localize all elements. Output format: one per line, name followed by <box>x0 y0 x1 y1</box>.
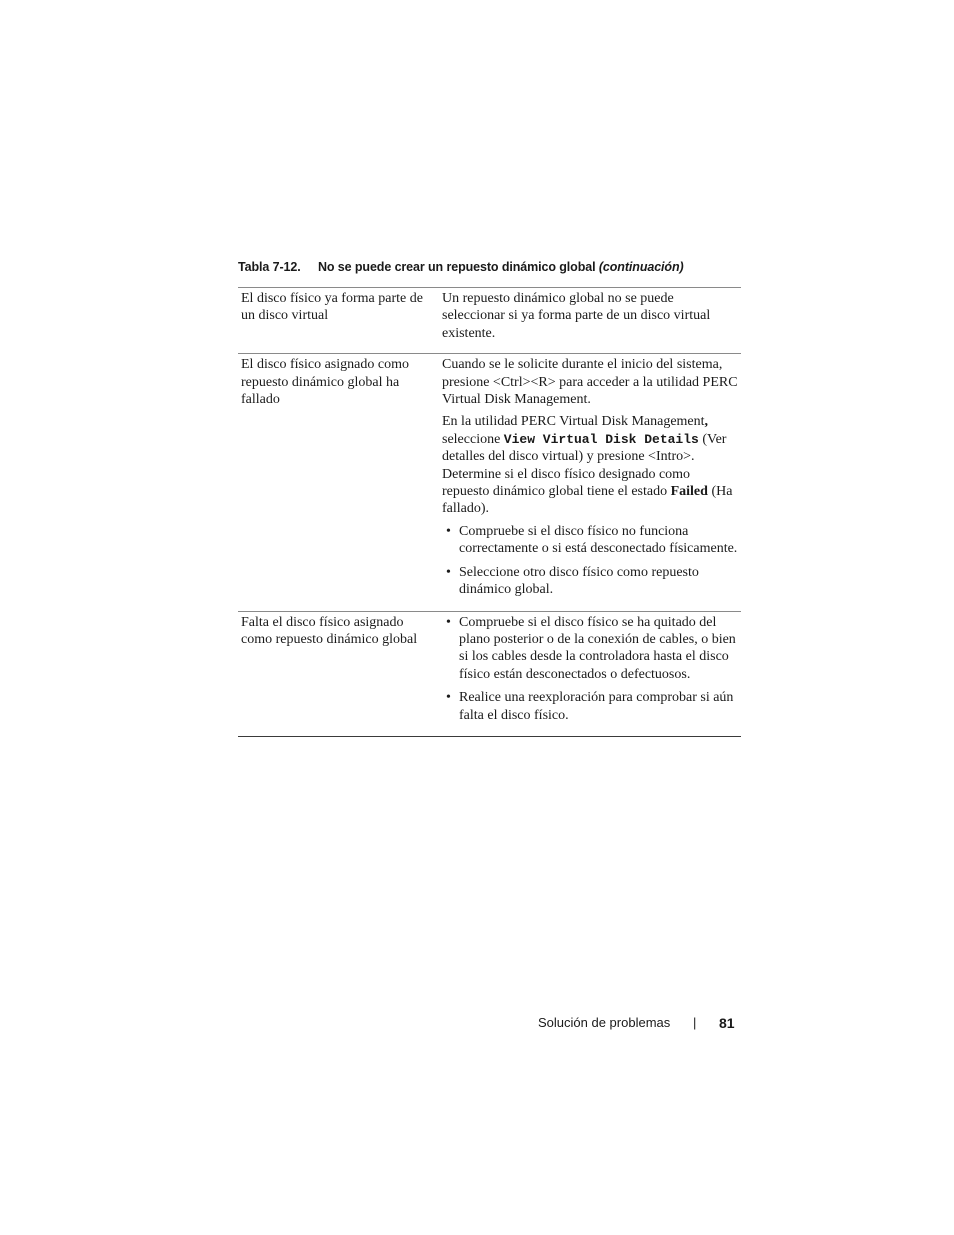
solution-text: Un repuesto dinámico global no se puede seleccionar si ya forma parte de un disco virtual existente. <box>442 291 711 341</box>
bullet-text: Compruebe si el disco físico no funciona correctamente o si está desconectado físicamente. <box>459 523 738 557</box>
problem-cell: El disco físico asignado como repuesto dinámico global ha fallado <box>241 357 409 408</box>
bullet-item <box>442 689 738 724</box>
bullet-text: Realice una reexploración para comprobar si aún falta el disco físico. <box>459 690 734 723</box>
bullet-item <box>442 564 738 599</box>
bullet-icon: • <box>446 564 451 580</box>
page-number: 81 <box>719 1015 735 1031</box>
text-span: (Ver detalles del disco virtual) y presione <Intro>. Determine si el disco físico designado como repuesto dinámico global tiene el estado <box>442 431 727 500</box>
solution-cell <box>436 288 741 354</box>
text-span: , <box>704 414 709 430</box>
text-span: seleccione <box>442 431 504 447</box>
bullet-item <box>442 614 738 684</box>
page-footer <box>538 1015 735 1031</box>
problem-cell: Falta el disco físico asignado como repuesto dinámico global <box>241 614 418 647</box>
text-span: (Ha fallado). <box>442 484 733 517</box>
bullet-icon: • <box>446 614 451 630</box>
table-row <box>238 288 741 354</box>
problem-cell: El disco físico ya forma parte de un disco virtual <box>241 291 423 324</box>
menu-option-code: View Virtual Disk Details <box>503 431 699 447</box>
table-caption <box>238 260 758 274</box>
footer-section-title: Solución de problemas <box>538 1015 671 1030</box>
solution-text: Cuando se le solicite durante el inicio del sistema, presione <Ctrl><R> para acceder a la utilidad PERC Virtual Disk Management. <box>442 357 738 408</box>
text-span: En la utilidad PERC Virtual Disk Management <box>442 414 705 430</box>
solution-cell <box>436 611 741 736</box>
table-continued: (continuación) <box>598 260 684 274</box>
bullet-item <box>442 523 738 558</box>
table-title: No se puede crear un repuesto dinámico global <box>317 260 596 274</box>
bullet-icon: • <box>446 523 451 539</box>
solution-cell <box>436 354 741 611</box>
status-failed: Failed <box>670 484 708 500</box>
solution-text <box>442 413 738 517</box>
table-row <box>238 611 741 736</box>
bullet-icon: • <box>446 690 451 706</box>
bullet-text: Compruebe si el disco físico se ha quitado del plano posterior o de la conexión de cables, o bien si los cables desde la controladora hasta el disco físico están desconectados o defectuosos. <box>459 614 736 682</box>
troubleshooting-table <box>238 287 741 737</box>
table-row <box>238 354 741 611</box>
bullet-text: Seleccione otro disco físico como repuesto dinámico global. <box>459 564 699 598</box>
footer-separator: | <box>693 1015 697 1030</box>
table-number: Tabla 7-12. <box>238 260 301 274</box>
